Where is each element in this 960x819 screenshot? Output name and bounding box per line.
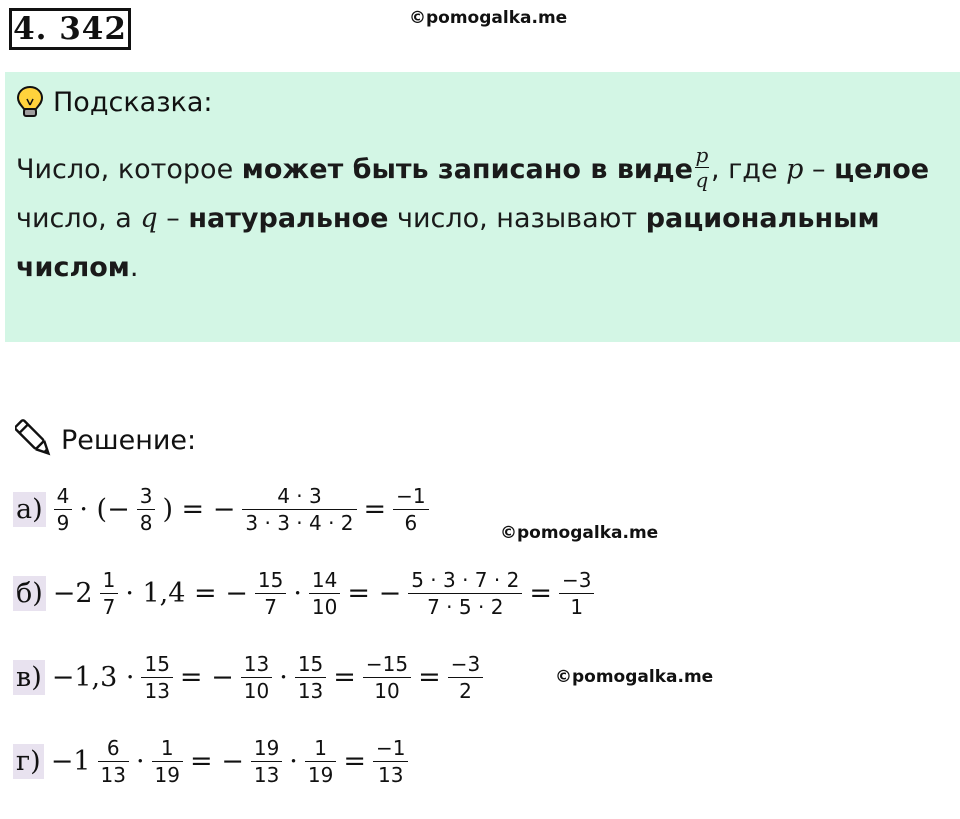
fraction — [54, 483, 73, 536]
fraction-denominator: q — [695, 168, 709, 192]
fraction-numerator: −3 — [561, 568, 592, 592]
hint-text-part: число, а — [16, 203, 141, 234]
fraction-numerator: 1 — [102, 568, 116, 592]
fraction-denominator: 13 — [144, 679, 170, 703]
variable-q: q — [140, 203, 158, 234]
lightbulb-icon — [15, 85, 45, 119]
fraction-denominator: 19 — [154, 763, 180, 787]
operator: · — [135, 746, 145, 777]
fraction — [251, 735, 282, 788]
fraction-denominator: 13 — [100, 763, 126, 787]
fraction-denominator: 13 — [377, 763, 404, 787]
fraction — [242, 483, 356, 536]
fraction-numerator: 15 — [257, 568, 284, 592]
fraction — [255, 567, 286, 620]
hint-bold: натуральное — [188, 203, 389, 234]
hint-text-part: – — [157, 203, 189, 234]
row-letter: а) — [13, 492, 46, 527]
operator: · — [293, 578, 302, 609]
operator: = — [333, 662, 356, 693]
fraction-numerator: 1 — [314, 736, 327, 760]
fraction — [408, 567, 522, 620]
fraction-numerator: 1 — [160, 736, 174, 760]
fraction-denominator: 10 — [243, 679, 270, 703]
fraction-numerator: 4 · 3 — [277, 484, 322, 508]
hint-text — [16, 145, 946, 292]
fraction — [373, 735, 408, 788]
fraction-denominator: 7 — [102, 595, 116, 619]
fraction-numerator: 15 — [144, 652, 170, 676]
fraction-denominator: 10 — [374, 679, 400, 703]
operator: · — [289, 746, 298, 777]
hint-bold: рациональным числом — [16, 203, 880, 283]
hint-bold: может быть записано в виде — [241, 154, 693, 185]
operator: · 1,4 = − — [125, 578, 248, 609]
solution-row-v — [13, 651, 487, 704]
watermark: ©pomogalka.me — [555, 667, 714, 687]
solution-row-g — [13, 735, 412, 788]
fraction-numerator: 19 — [253, 736, 280, 760]
operator: = — [343, 746, 366, 777]
fraction-denominator: 7 · 5 · 2 — [427, 595, 504, 619]
row-letter: в) — [13, 660, 45, 695]
fraction — [141, 651, 172, 704]
watermark: ©pomogalka.me — [409, 8, 568, 28]
fraction-numerator: p — [695, 143, 709, 167]
operator: −1,3 · — [51, 662, 135, 693]
fraction — [241, 651, 272, 704]
fraction-numerator: 15 — [297, 652, 324, 676]
fraction-numerator: −3 — [450, 652, 481, 676]
fraction-numerator: −1 — [396, 484, 426, 508]
fraction-numerator: 3 — [139, 484, 153, 508]
operator: −2 — [52, 578, 93, 609]
pencil-icon — [15, 419, 55, 461]
operator: = − — [347, 578, 402, 609]
task-number: 4. 342 — [9, 8, 131, 50]
fraction-denominator: 7 — [264, 595, 277, 619]
fraction — [100, 567, 119, 620]
fraction-numerator: 4 — [56, 484, 70, 508]
fraction-denominator: 8 — [139, 511, 153, 535]
hint-title: Подсказка: — [53, 86, 213, 118]
fraction — [305, 735, 336, 788]
fraction-denominator: 3 · 3 · 4 · 2 — [245, 511, 354, 535]
operator: = — [418, 662, 441, 693]
operator: = — [363, 494, 387, 525]
fraction-denominator: 1 — [570, 595, 584, 619]
variable-p: p — [786, 154, 804, 185]
operator: ) = − — [162, 494, 236, 525]
solution-row-a — [13, 483, 433, 536]
fraction-numerator: −1 — [375, 736, 406, 760]
fraction-denominator: 13 — [253, 763, 280, 787]
fraction-numerator: 14 — [311, 568, 338, 592]
fraction-denominator: 19 — [307, 763, 334, 787]
hint-text-part: . — [129, 252, 139, 283]
hint-text-part: – — [803, 154, 835, 185]
fraction — [393, 483, 428, 536]
fraction — [152, 735, 183, 788]
solution-title: Решение: — [61, 424, 197, 456]
row-letter: б) — [13, 576, 46, 611]
watermark: ©pomogalka.me — [500, 523, 659, 543]
operator: = − — [190, 746, 244, 777]
fraction — [295, 651, 326, 704]
operator: −1 — [50, 746, 91, 777]
fraction — [309, 567, 340, 620]
hint-bold: целое — [834, 154, 930, 185]
solution-row-b — [13, 567, 598, 620]
operator: · (− — [79, 494, 130, 525]
fraction — [137, 483, 156, 536]
fraction-numerator: 5 · 3 · 7 · 2 — [411, 568, 520, 592]
solution-header — [15, 418, 196, 462]
hint-text-part: число, называют — [388, 203, 646, 234]
hint-text-part: , где — [710, 154, 787, 185]
hint-text-part: Число, которое — [16, 154, 242, 185]
row-letter: г) — [13, 744, 44, 779]
fraction-numerator: 13 — [243, 652, 270, 676]
fraction — [363, 651, 411, 704]
fraction — [98, 735, 129, 788]
fraction-numerator: 6 — [106, 736, 120, 760]
fraction-denominator: 2 — [459, 679, 472, 703]
fraction-denominator: 10 — [311, 595, 338, 619]
fraction-denominator: 6 — [404, 511, 418, 535]
inline-fraction — [695, 145, 709, 190]
hint-header — [15, 84, 213, 120]
fraction-numerator: −15 — [365, 652, 409, 676]
operator: · — [279, 662, 288, 693]
fraction — [559, 567, 594, 620]
fraction-denominator: 13 — [297, 679, 324, 703]
operator: = — [529, 578, 552, 609]
operator: = − — [179, 662, 234, 693]
fraction — [448, 651, 483, 704]
fraction-denominator: 9 — [56, 511, 70, 535]
